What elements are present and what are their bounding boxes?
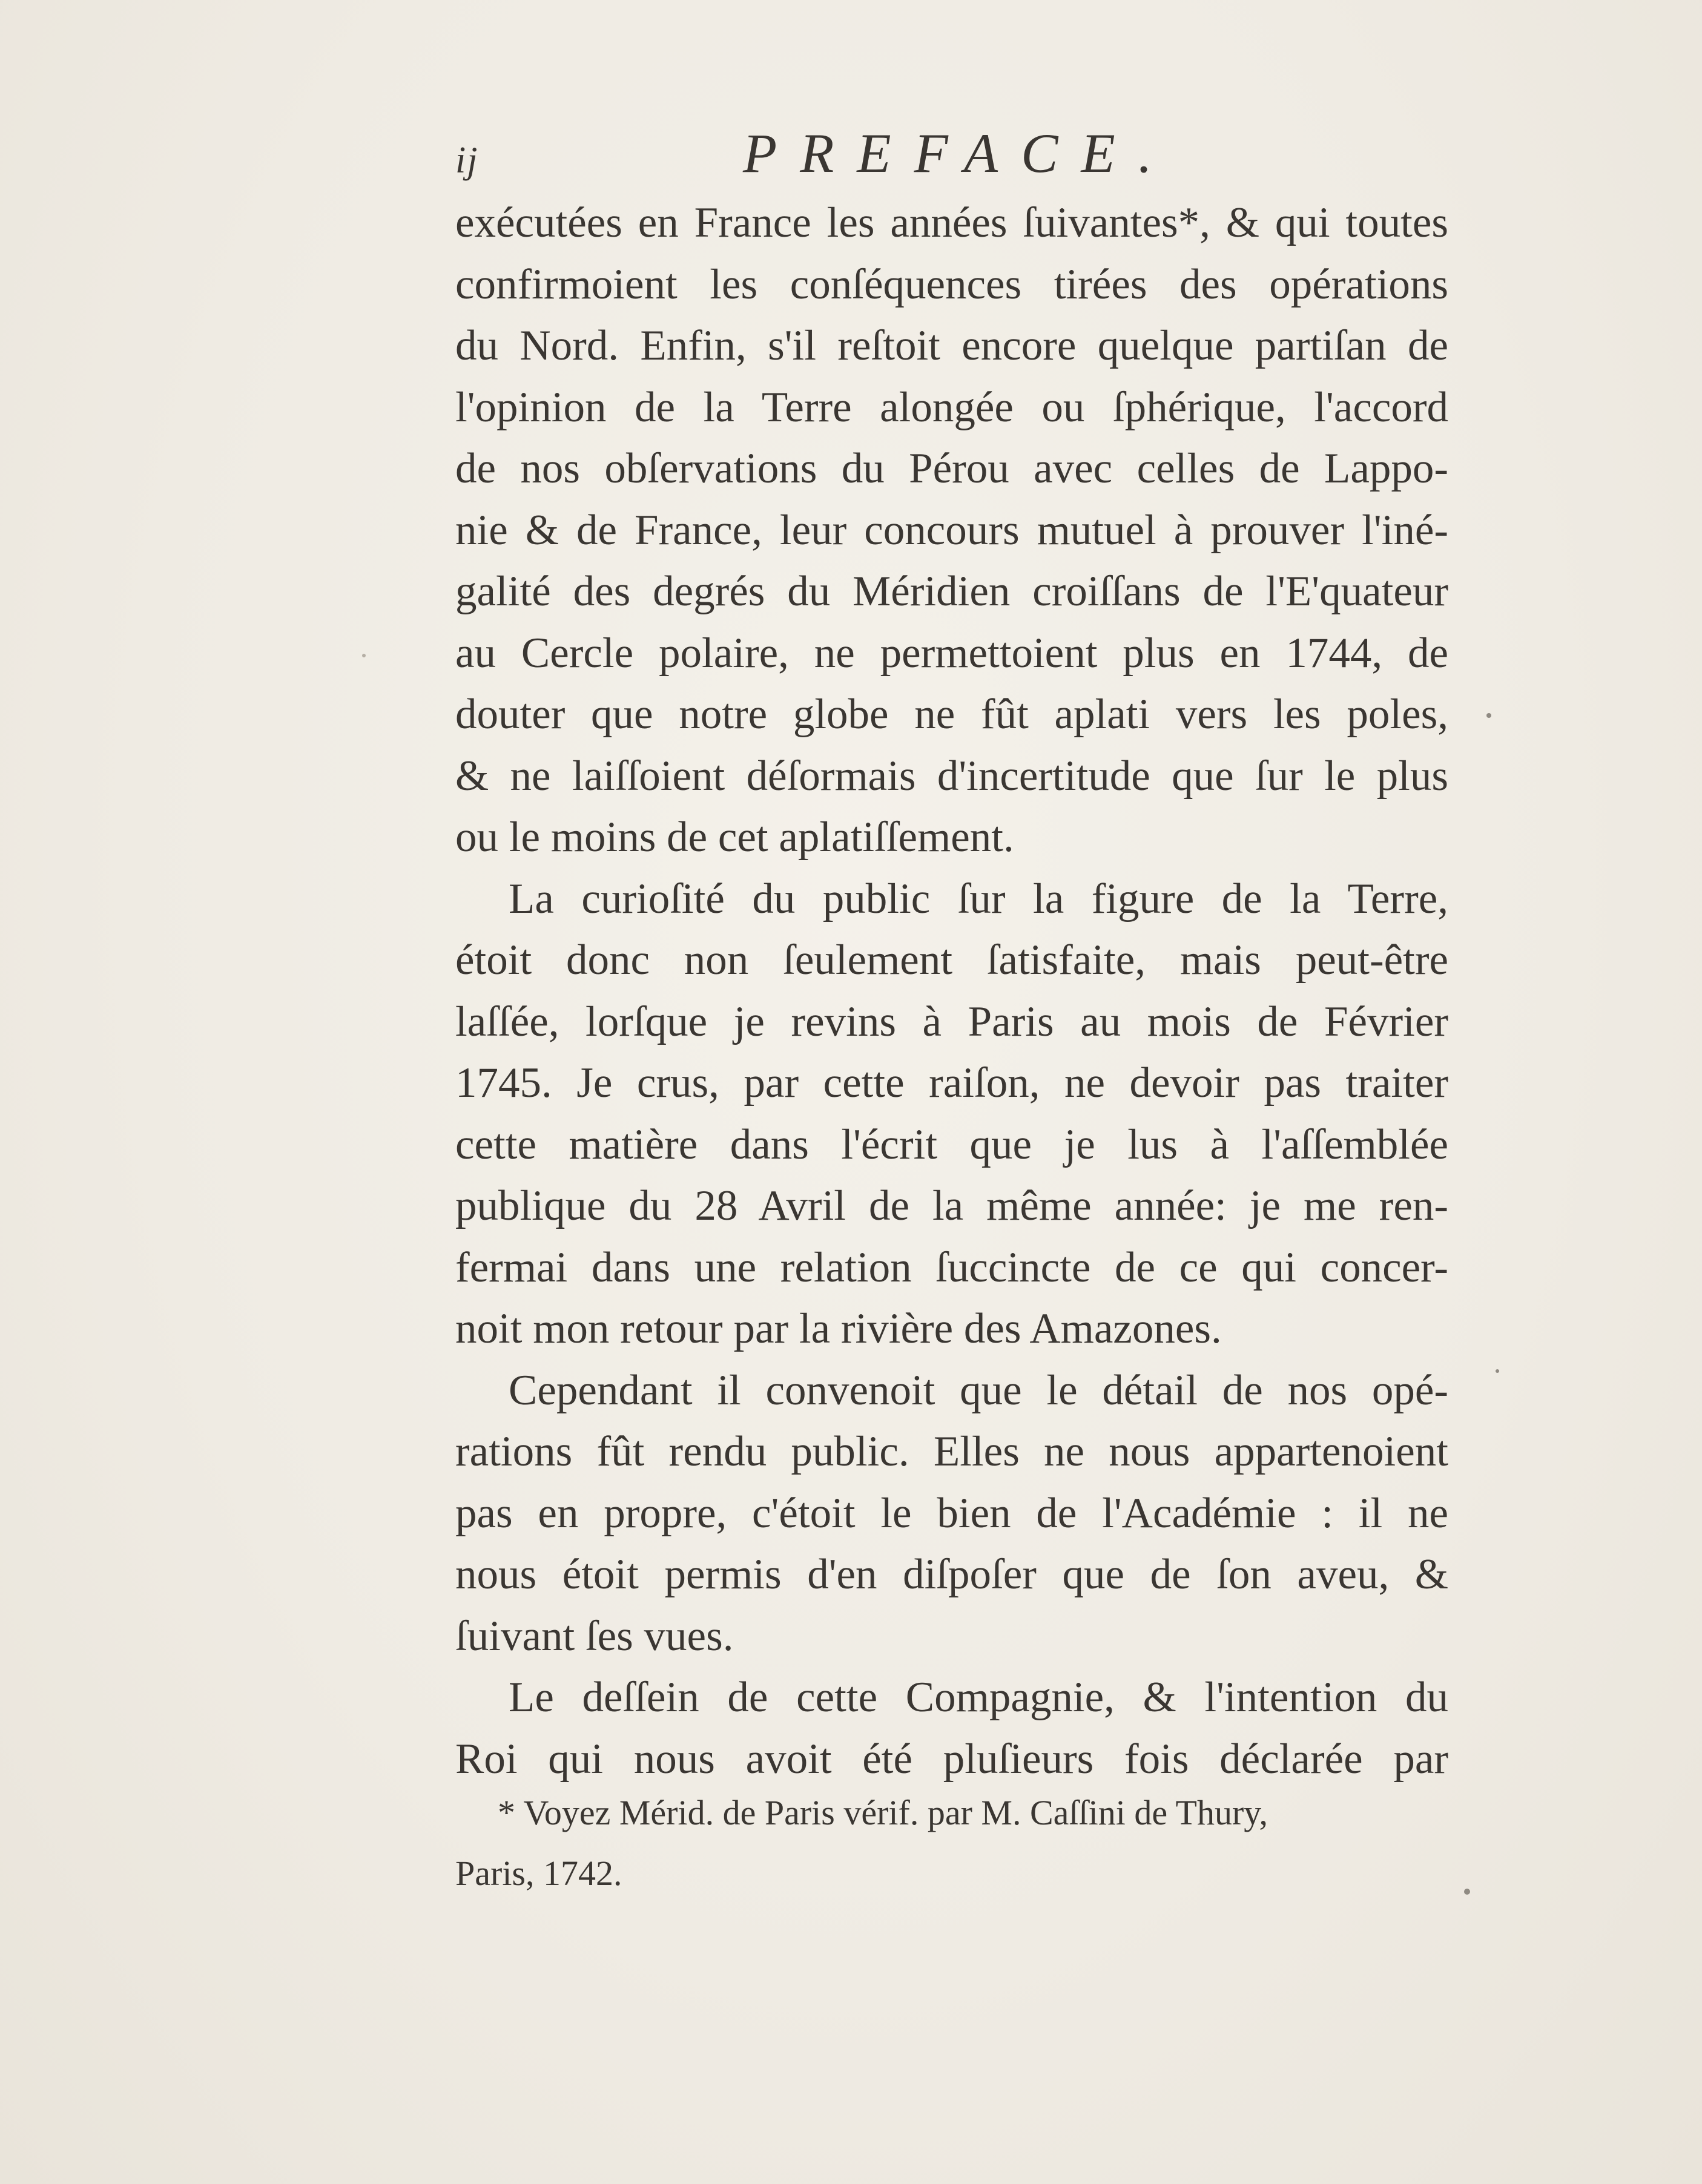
- text-line: étoit donc non ſeulement ſatisfaite, mais peut-être: [455, 936, 1448, 984]
- paper-speck: [362, 654, 366, 657]
- text-line: pas en propre, c'étoit le bien de l'Académie : il ne: [455, 1489, 1448, 1537]
- text-line: publique du 28 Avril de la même année: je me ren-: [455, 1182, 1448, 1229]
- text-line: ſuivant ſes vues.: [455, 1612, 734, 1660]
- text-line: noit mon retour par la rivière des Amazones.: [455, 1305, 1222, 1352]
- text-line: fermai dans une relation ſuccincte de ce qui concer-: [455, 1243, 1448, 1291]
- text-line: nous étoit permis d'en diſpoſer que de ſon aveu, &: [455, 1551, 1448, 1598]
- footnote-line: Paris, 1742.: [455, 1853, 622, 1893]
- text-line: douter que notre globe ne fût aplati vers les poles,: [455, 691, 1448, 738]
- text-line: exécutées en France les années ſuivantes*, & qui toutes: [455, 199, 1448, 246]
- text-line: La curioſité du public ſur la figure de la Terre,: [509, 875, 1448, 923]
- page-number: ij: [455, 140, 479, 181]
- text-line: cette matière dans l'écrit que je lus à l'aſſemblée: [455, 1120, 1448, 1168]
- paper-speck: [1496, 1369, 1499, 1373]
- text-line: ou le moins de cet aplatiſſement.: [455, 814, 1014, 861]
- page-header: [455, 115, 1448, 188]
- paper-speck: [1486, 713, 1491, 718]
- running-title: PREFACE.: [743, 122, 1175, 184]
- text-line: & ne laiſſoient déſormais d'incertitude que ſur le plus: [455, 752, 1448, 800]
- text-line: laſſée, lorſque je revins à Paris au mois de Février: [455, 998, 1448, 1045]
- paper-speck: [1464, 1889, 1470, 1895]
- text-line: galité des degrés du Méridien croiſſans de l'E'quateur: [455, 568, 1448, 615]
- text-line: rations fût rendu public. Elles ne nous appartenoient: [455, 1428, 1448, 1475]
- text-line: Roi qui nous avoit été pluſieurs fois déclarée par: [455, 1735, 1448, 1783]
- text-line: l'opinion de la Terre alongée ou ſphérique, l'accord: [455, 383, 1448, 431]
- text-line: Le deſſein de cette Compagnie, & l'intention du: [509, 1674, 1448, 1721]
- text-line: nie & de France, leur concours mutuel à prouver l'iné-: [455, 506, 1448, 554]
- text-line: Cependant il convenoit que le détail de nos opé-: [509, 1366, 1448, 1414]
- text-line: confirmoient les conſéquences tirées des opérations: [455, 260, 1448, 308]
- text-line: au Cercle polaire, ne permettoient plus en 1744, de: [455, 629, 1448, 677]
- footnote: [455, 1783, 1448, 1904]
- footnote-line: * Voyez Mérid. de Paris vérif. par M. Caſſini de Thury,: [498, 1793, 1268, 1832]
- body-text: [455, 192, 1448, 1790]
- text-line: 1745. Je crus, par cette raiſon, ne devoir pas traiter: [455, 1059, 1448, 1107]
- text-line: du Nord. Enfin, s'il reſtoit encore quelque partiſan de: [455, 322, 1448, 369]
- text-line: de nos obſervations du Pérou avec celles de Lappo-: [455, 445, 1448, 492]
